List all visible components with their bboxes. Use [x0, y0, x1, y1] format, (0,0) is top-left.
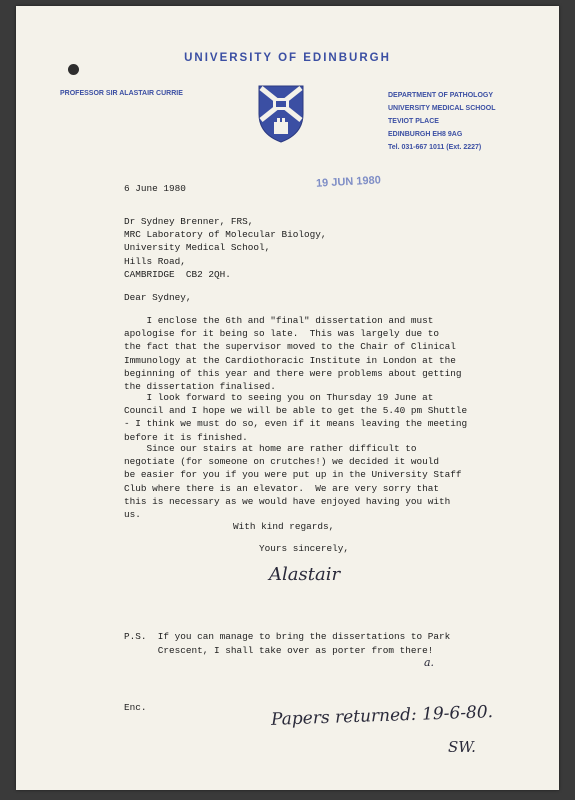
body-line: Club where there is an elevator. We are very sorry that: [124, 482, 440, 494]
letter-page: [16, 6, 559, 790]
dept-line: TEVIOT PLACE: [388, 118, 439, 125]
dept-line: EDINBURGH EH8 9AG: [388, 131, 463, 138]
postscript: [124, 630, 450, 658]
body-line: apologise for it being so late. This was largely due to: [124, 328, 440, 340]
recipient-line: Hills Road,: [124, 255, 186, 267]
body-line: I look forward to seeing you on Thursday 19 June at: [124, 392, 434, 403]
paragraph-3: [124, 442, 462, 521]
professor-name: PROFESSOR SIR ALASTAIR CURRIE: [60, 90, 183, 97]
recipient-line: MRC Laboratory of Molecular Biology,: [124, 229, 327, 241]
body-line: us.: [124, 509, 141, 521]
body-line: negotiate (for someone on crutches!) we decided it would: [124, 456, 440, 468]
body-line: this is necessary as we would have enjoyed having you with: [124, 495, 451, 507]
body-line: Immunology at the Cardiothoracic Institute in London at the: [124, 354, 456, 366]
salutation: Dear Sydney,: [124, 292, 192, 303]
signature: Alastair: [269, 564, 341, 585]
closing-regards: With kind regards,: [233, 521, 335, 532]
dept-line: DEPARTMENT OF PATHOLOGY: [388, 92, 493, 99]
ps-line: P.S. If you can manage to bring the dissertations to Park: [124, 631, 451, 642]
body-line: the fact that the supervisor moved to the Chair of Clinical: [124, 341, 456, 353]
body-line: be easier for you if you were put up in the University Staff: [124, 469, 462, 481]
punch-hole: [68, 64, 79, 75]
recipient-line: University Medical School,: [124, 242, 271, 254]
body-line: the dissertation finalised.: [124, 381, 276, 393]
handwritten-note: Papers returned: 19-6-80.: [270, 702, 494, 730]
recipient-line: Dr Sydney Brenner, FRS,: [124, 216, 254, 227]
dept-line: UNIVERSITY MEDICAL SCHOOL: [388, 105, 496, 112]
closing-yours: Yours sincerely,: [259, 543, 350, 554]
body-line: Since our stairs at home are rather difficult to: [124, 443, 417, 454]
paragraph-2: [124, 391, 467, 444]
ps-initial: a.: [424, 656, 435, 669]
paragraph-1: [124, 314, 462, 393]
dept-line: Tel. 031-667 1011 (Ext. 2227): [388, 144, 482, 151]
department-address: [388, 89, 495, 154]
university-heading: UNIVERSITY OF EDINBURGH: [184, 52, 391, 64]
recipient-line: CAMBRIDGE CB2 2QH.: [124, 268, 231, 280]
enclosure-note: Enc.: [124, 702, 147, 713]
received-stamp: 19 JUN 1980: [315, 174, 382, 190]
body-line: - I think we must do so, even if it means leaving the meeting: [124, 418, 468, 430]
ps-line: Crescent, I shall take over as porter from there!: [124, 645, 434, 656]
recipient-address: [124, 215, 327, 281]
university-crest-icon: [257, 84, 305, 144]
body-line: I enclose the 6th and "final" dissertation and must: [124, 315, 434, 326]
body-line: beginning of this year and there were problems about getting: [124, 367, 462, 379]
body-line: before it is finished.: [124, 431, 248, 443]
handwritten-initials: SW.: [448, 738, 476, 756]
body-line: Council and I hope we will be able to get the 5.40 pm Shuttle: [124, 405, 468, 417]
letter-date: 6 June 1980: [124, 183, 186, 194]
